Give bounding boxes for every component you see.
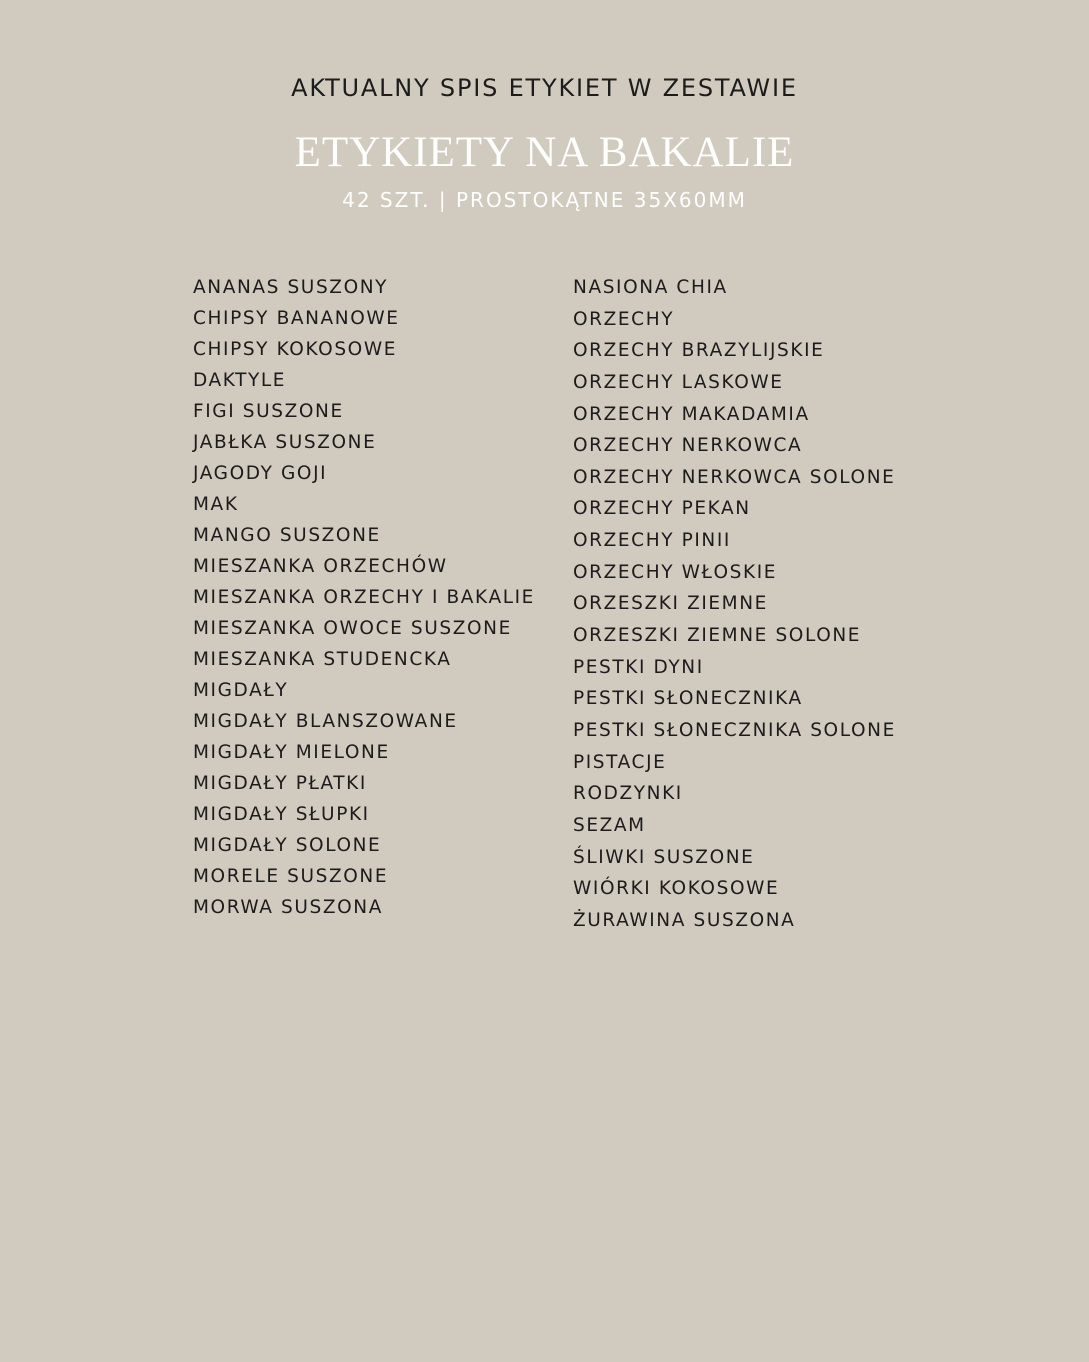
list-item: ORZECHY NERKOWCA [573, 435, 803, 457]
page-title: ETYKIETY NA BAKALIE [294, 129, 795, 176]
list-item: MAK [193, 494, 239, 515]
list-item: MIGDAŁY SŁUPKI [193, 804, 370, 825]
list-item: MIGDAŁY [193, 680, 289, 701]
list-item: MORELE SUSZONE [193, 866, 389, 887]
list-item: ORZESZKI ZIEMNE [573, 593, 768, 615]
list-item: MIGDAŁY SOLONE [193, 835, 382, 856]
list-item: ORZECHY WŁOSKIE [573, 561, 778, 583]
list-item: JAGODY GOJI [193, 463, 328, 484]
list-item: MIGDAŁY MIELONE [193, 742, 390, 763]
list-item: DAKTYLE [193, 370, 287, 391]
label-list-left [193, 275, 535, 926]
list-item: ORZECHY MAKADAMIA [573, 403, 810, 425]
list-item: CHIPSY BANANOWE [193, 308, 400, 329]
list-item: FIGI SUSZONE [193, 401, 344, 422]
list-item: MORWA SUSZONA [193, 897, 384, 918]
list-item: ORZESZKI ZIEMNE SOLONE [573, 625, 862, 647]
list-item: MIESZANKA STUDENCKA [193, 649, 452, 670]
list-item: MANGO SUSZONE [193, 525, 381, 546]
list-item: ORZECHY [573, 308, 675, 330]
list-item: MIESZANKA ORZECHÓW [193, 556, 448, 577]
kicker-text: AKTUALNY SPIS ETYKIET W ZESTAWIE [291, 74, 798, 102]
list-item: ŚLIWKI SUSZONE [573, 846, 755, 868]
list-item: SEZAM [573, 814, 646, 836]
page-subtitle: 42 SZT. | PROSTOKĄTNE 35X60MM [342, 188, 747, 212]
list-item: MIGDAŁY PŁATKI [193, 773, 367, 794]
list-item: PISTACJE [573, 751, 667, 773]
list-item: PESTKI SŁONECZNIKA SOLONE [573, 719, 896, 741]
list-item: PESTKI SŁONECZNIKA [573, 688, 803, 710]
list-item: MIESZANKA ORZECHY I BAKALIE [193, 587, 535, 608]
list-item: NASIONA CHIA [573, 277, 728, 298]
list-item: ORZECHY PEKAN [573, 498, 751, 520]
list-item: ANANAS SUSZONY [193, 277, 389, 298]
list-item: WIÓRKI KOKOSOWE [573, 878, 780, 900]
list-item: MIESZANKA OWOCE SUSZONE [193, 618, 512, 639]
list-item: PESTKI DYNI [573, 656, 704, 678]
list-item: ORZECHY BRAZYLIJSKIE [573, 340, 825, 362]
list-item: ŻURAWINA SUSZONA [573, 909, 796, 931]
list-item: CHIPSY KOKOSOWE [193, 339, 398, 360]
label-list-right [573, 275, 896, 939]
list-item: ORZECHY LASKOWE [573, 371, 784, 393]
list-item: ORZECHY NERKOWCA SOLONE [573, 466, 896, 488]
list-item: ORZECHY PINII [573, 530, 731, 552]
list-item: JABŁKA SUSZONE [193, 432, 377, 453]
list-item: MIGDAŁY BLANSZOWANE [193, 711, 458, 732]
list-item: RODZYNKI [573, 783, 683, 805]
